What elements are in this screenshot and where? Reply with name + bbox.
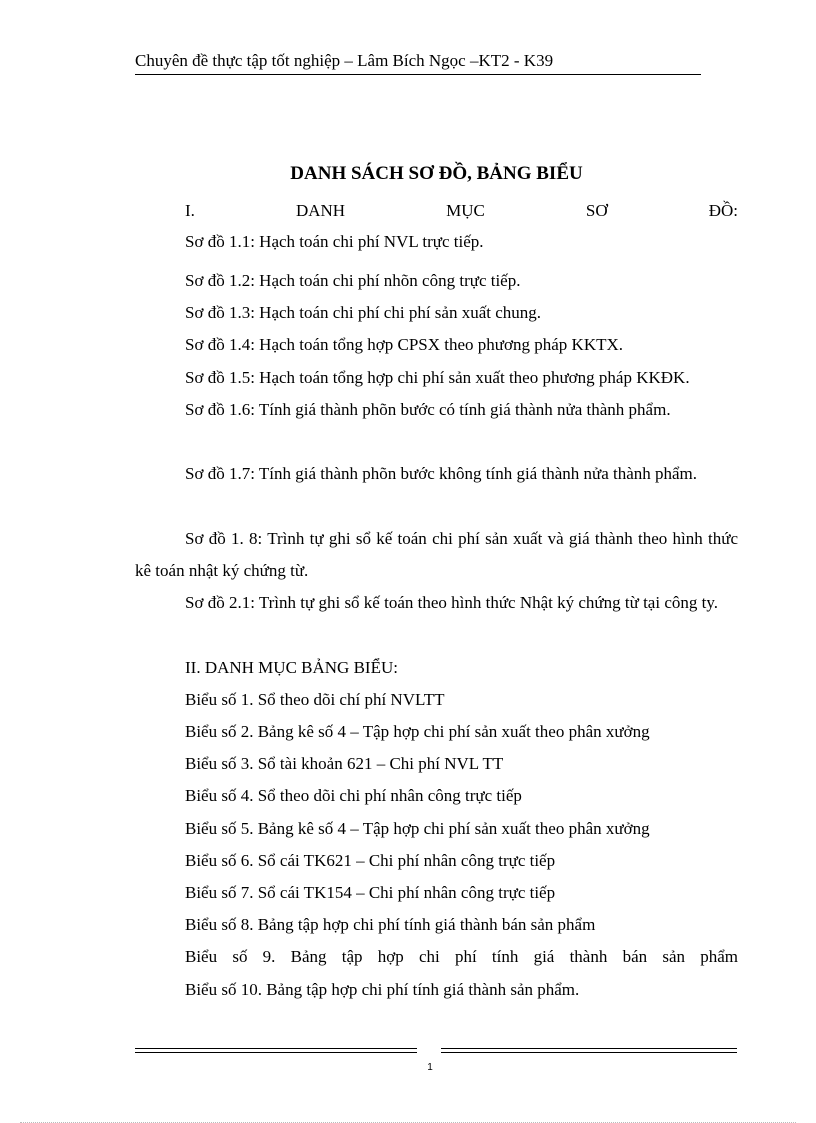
diagram-item-paragraph: Sơ đồ 1.7: Tính giá thành phõn bước không tính giá thành nửa thành phẩm. xyxy=(185,464,698,483)
table-list-item: Biểu số 7. Sổ cái TK154 – Chi phí nhân công trực tiếp xyxy=(185,883,556,902)
section1-heading-word: I. xyxy=(185,201,195,220)
diagram-item: Sơ đồ 1.5: Hạch toán tổng hợp chi phí sản xuất theo phương pháp KKĐK. xyxy=(185,368,690,387)
table-list-item: Biểu số 10. Bảng tập hợp chi phí tính giá thành sản phẩm. xyxy=(185,980,580,999)
footer-rule-left xyxy=(135,1048,417,1053)
diagram-item: Sơ đồ 1.2: Hạch toán chi phí nhõn công trực tiếp. xyxy=(185,271,521,290)
section2-heading: II. DANH MỤC BẢNG BIỂU: xyxy=(185,658,398,677)
section1-heading-word: ĐỒ: xyxy=(708,201,738,220)
section1-heading xyxy=(185,200,738,222)
table-list-item: Biểu số 6. Sổ cái TK621 – Chi phí nhân công trực tiếp xyxy=(185,851,556,870)
diagram-item: Sơ đồ 1.3: Hạch toán chi phí chi phí sản xuất chung. xyxy=(185,303,542,322)
page-header: Chuyên đề thực tập tốt nghiệp – Lâm Bích Ngọc –KT2 - K39 xyxy=(135,50,701,75)
table-list-item: Biểu số 2. Bảng kê số 4 – Tập hợp chi phí sản xuất theo phân xưởng xyxy=(185,722,650,741)
diagram-item: Sơ đồ 1.4: Hạch toán tổng hợp CPSX theo phương pháp KKTX. xyxy=(185,335,624,354)
diagram-item-paragraph: Sơ đồ 1. 8: Trình tự ghi sổ kế toán chi phí sản xuất và giá thành theo hình thức kê toán nhật ký chứng từ. xyxy=(135,529,738,580)
table-list-item: Biểu số 3. Sổ tài khoản 621 – Chi phí NVL TT xyxy=(185,754,504,773)
table-list-item: Biểu số 5. Bảng kê số 4 – Tập hợp chi phí sản xuất theo phân xưởng xyxy=(185,819,650,838)
page-title: DANH SÁCH SƠ ĐỒ, BẢNG BIỂU xyxy=(290,163,583,184)
table-list-item: Biểu số 4. Sổ theo dõi chi phí nhân công trực tiếp xyxy=(185,786,522,805)
footer-rule-right xyxy=(441,1048,737,1053)
diagram-item-paragraph: Sơ đồ 1.6: Tính giá thành phõn bước có tính giá thành nửa thành phẩm. xyxy=(185,400,671,419)
section1-heading-word: DANH xyxy=(295,201,346,220)
section1-heading-word: MỤC xyxy=(446,201,485,220)
table-list-item: Biểu số 9. Bảng tập hợp chi phí tính giá thành bán sản phẩm xyxy=(185,947,738,966)
diagram-item-paragraph: Sơ đồ 2.1: Trình tự ghi sổ kế toán theo hình thức Nhật ký chứng từ tại công ty. xyxy=(185,593,718,612)
table-list-item: Biểu số 8. Bảng tập hợp chi phí tính giá thành bán sản phẩm xyxy=(185,915,596,934)
diagram-item: Sơ đồ 1.1: Hạch toán chi phí NVL trực tiếp. xyxy=(185,232,484,251)
section1-heading-word: SƠ xyxy=(585,201,608,220)
page-number: 1 xyxy=(427,1062,433,1073)
table-list-item: Biểu số 1. Sổ theo dõi chí phí NVLTT xyxy=(185,690,445,709)
